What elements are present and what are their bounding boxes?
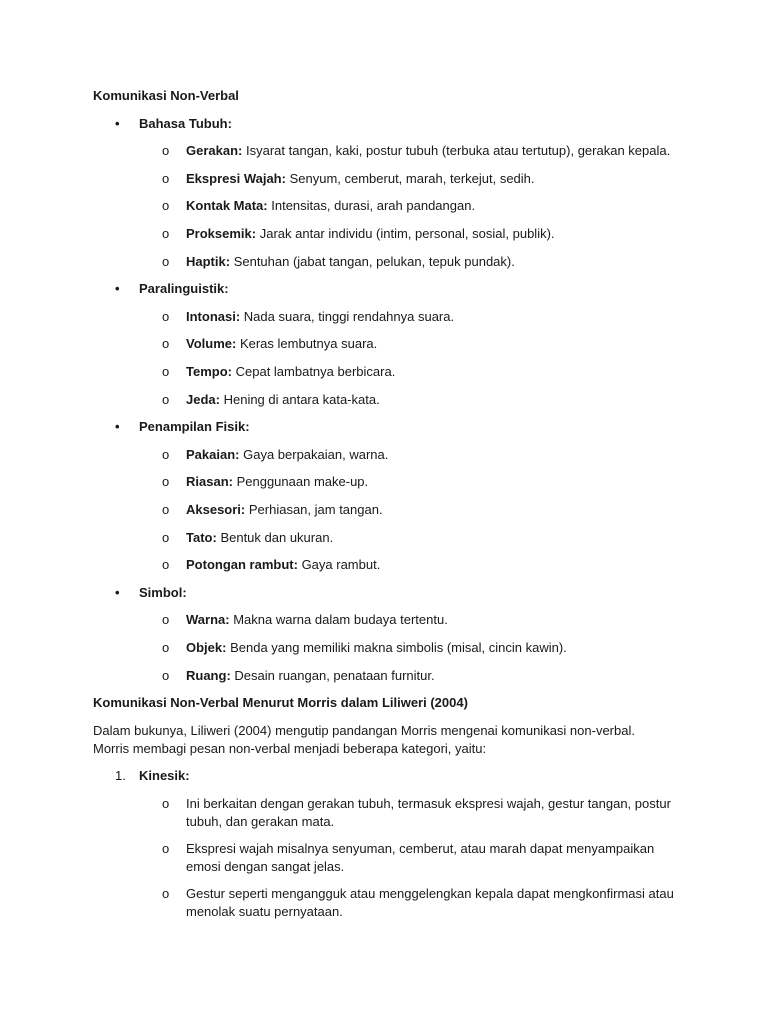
item-desc: Makna warna dalam budaya tertentu. (233, 612, 448, 627)
list-item-continuation: tubuh, dan gerakan mata. (186, 814, 335, 829)
sub-marker: o (162, 226, 170, 241)
intro-line: Dalam bukunya, Liliweri (2004) mengutip pandangan Morris mengenai komunikasi non-verbal. (93, 723, 635, 738)
item-desc: Benda yang memiliki makna simbolis (misal, cincin kawin). (230, 640, 567, 655)
item-term: Potongan rambut: (186, 557, 298, 572)
item-desc: Bentuk dan ukuran. (220, 530, 334, 545)
sub-marker: o (162, 886, 170, 901)
sub-marker: o (162, 530, 170, 545)
section-title: Komunikasi Non-Verbal (93, 88, 239, 103)
sub-marker: o (162, 796, 170, 811)
item-desc: Hening di antara kata-kata. (223, 392, 380, 407)
group-label: Kinesik: (139, 768, 190, 783)
sub-marker: o (162, 668, 170, 683)
item-desc: Keras lembutnya suara. (239, 336, 378, 351)
item-term: Ruang: (186, 668, 231, 683)
list-item (186, 529, 686, 547)
list-item (186, 556, 686, 574)
group-label: Paralinguistik: (139, 281, 229, 296)
list-item (186, 170, 686, 188)
item-term: Haptik: (186, 254, 231, 269)
item-desc: Nada suara, tinggi rendahnya suara. (243, 309, 455, 324)
item-term: Proksemik: (186, 226, 257, 241)
group-label: Penampilan Fisik: (139, 419, 250, 434)
list-item (186, 197, 686, 215)
item-term: Aksesori: (186, 502, 246, 517)
item-desc: Intensitas, durasi, arah pandangan. (271, 198, 476, 213)
sub-marker: o (162, 447, 170, 462)
list-item (186, 363, 686, 381)
sub-marker: o (162, 336, 170, 351)
list-item: Ekspresi wajah misalnya senyuman, cemberut, atau marah dapat menyampaikan (186, 841, 655, 856)
list-item-continuation: menolak suatu pernyataan. (186, 904, 343, 919)
item-term: Kontak Mata: (186, 198, 268, 213)
item-term: Warna: (186, 612, 230, 627)
list-item (186, 473, 686, 491)
list-item-continuation: emosi dengan sangat jelas. (186, 859, 345, 874)
sub-marker: o (162, 474, 170, 489)
list-number: 1. (115, 768, 126, 783)
list-item: Gestur seperti mengangguk atau menggelengkan kepala dapat mengkonfirmasi atau (186, 886, 674, 901)
item-desc: Desain ruangan, penataan furnitur. (234, 668, 435, 683)
sub-marker: o (162, 392, 170, 407)
sub-marker: o (162, 198, 170, 213)
sub-marker: o (162, 254, 170, 269)
bullet-marker: • (115, 281, 120, 296)
list-item (186, 308, 686, 326)
bullet-marker: • (115, 585, 120, 600)
list-item (186, 446, 686, 464)
item-desc: Perhiasan, jam tangan. (248, 502, 383, 517)
sub-marker: o (162, 171, 170, 186)
list-item (186, 225, 686, 243)
section-title: Komunikasi Non-Verbal Menurut Morris dalam Liliweri (2004) (93, 695, 468, 710)
sub-marker: o (162, 557, 170, 572)
item-desc: Cepat lambatnya berbicara. (235, 364, 396, 379)
list-item: Ini berkaitan dengan gerakan tubuh, termasuk ekspresi wajah, gestur tangan, postur (186, 796, 671, 811)
list-item (186, 253, 686, 271)
item-desc: Isyarat tangan, kaki, postur tubuh (terbuka atau tertutup), gerakan kepala. (246, 143, 671, 158)
sub-marker: o (162, 309, 170, 324)
list-item (186, 335, 686, 353)
item-desc: Senyum, cemberut, marah, terkejut, sedih. (289, 171, 535, 186)
bullet-marker: • (115, 419, 120, 434)
sub-marker: o (162, 502, 170, 517)
list-item (186, 639, 686, 657)
item-term: Riasan: (186, 474, 233, 489)
group-label: Simbol: (139, 585, 187, 600)
item-term: Volume: (186, 336, 237, 351)
list-item (186, 501, 686, 519)
sub-marker: o (162, 612, 170, 627)
item-desc: Gaya berpakaian, warna. (243, 447, 389, 462)
item-term: Tato: (186, 530, 217, 545)
item-term: Intonasi: (186, 309, 241, 324)
sub-marker: o (162, 640, 170, 655)
item-desc: Sentuhan (jabat tangan, pelukan, tepuk pundak). (233, 254, 515, 269)
list-item (186, 391, 686, 409)
sub-marker: o (162, 364, 170, 379)
item-desc: Jarak antar individu (intim, personal, sosial, publik). (259, 226, 555, 241)
group-label: Bahasa Tubuh: (139, 116, 232, 131)
list-item (186, 611, 686, 629)
item-term: Jeda: (186, 392, 220, 407)
intro-line: Morris membagi pesan non-verbal menjadi beberapa kategori, yaitu: (93, 741, 487, 756)
item-term: Pakaian: (186, 447, 240, 462)
sub-marker: o (162, 143, 170, 158)
item-term: Ekspresi Wajah: (186, 171, 286, 186)
sub-marker: o (162, 841, 170, 856)
item-term: Gerakan: (186, 143, 243, 158)
item-term: Objek: (186, 640, 227, 655)
list-item (186, 667, 686, 685)
item-desc: Penggunaan make-up. (236, 474, 369, 489)
bullet-marker: • (115, 116, 120, 131)
item-term: Tempo: (186, 364, 232, 379)
list-item (186, 142, 686, 160)
item-desc: Gaya rambut. (301, 557, 381, 572)
